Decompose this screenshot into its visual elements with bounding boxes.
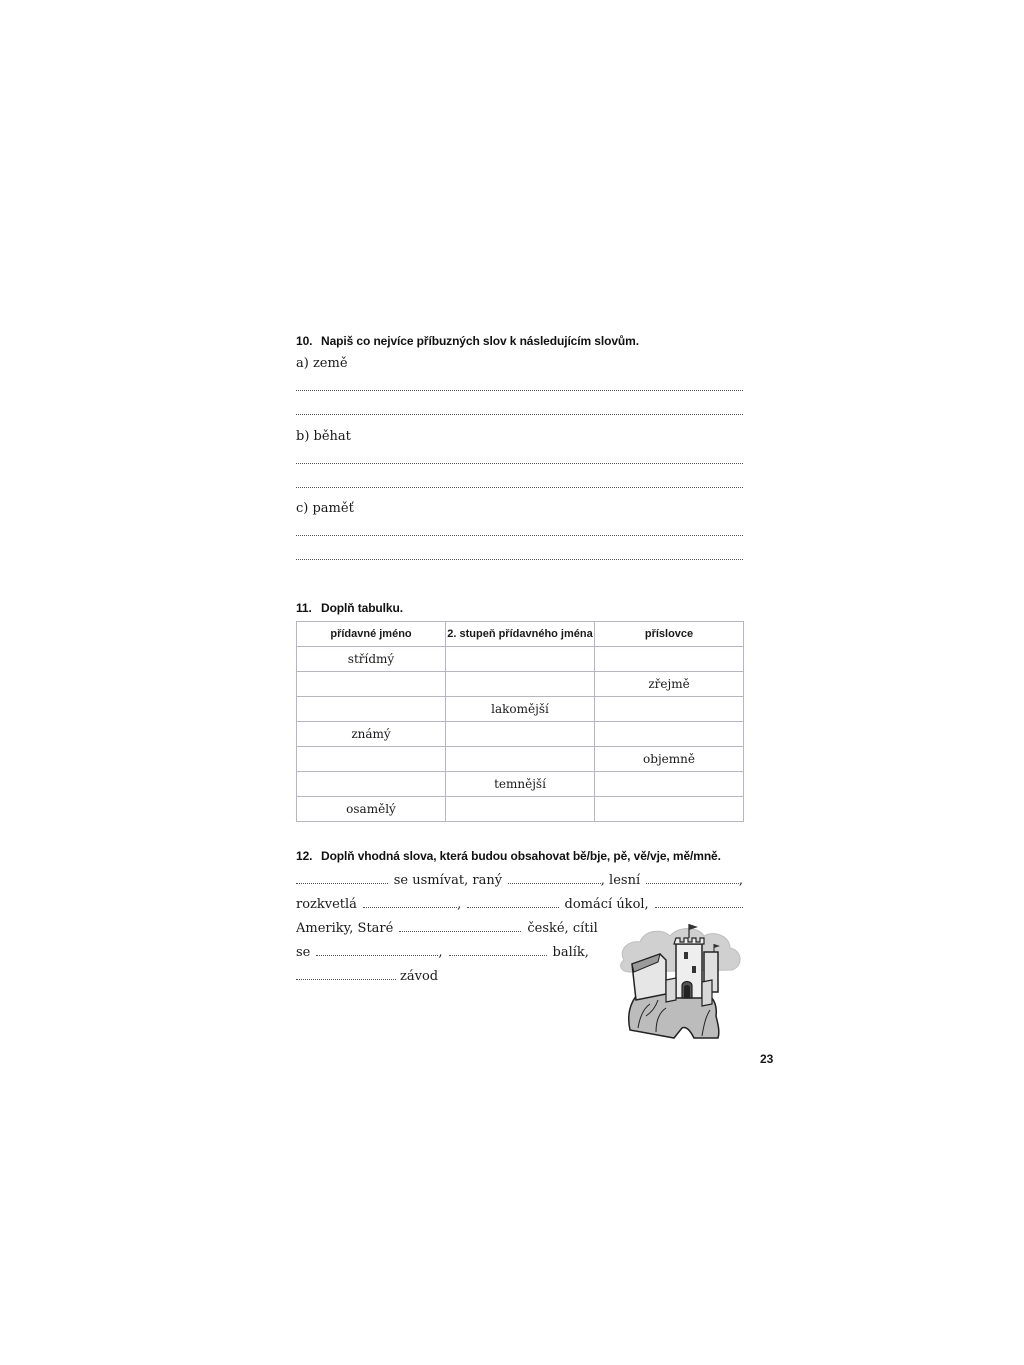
table-row xyxy=(297,647,744,672)
task-10-title xyxy=(296,334,639,348)
table-cell: objemně xyxy=(595,747,744,772)
table-cell: známý xyxy=(297,722,446,747)
task-10-item-c-label: c) paměť xyxy=(296,501,354,516)
header-comparative: 2. stupeň přídavného jména xyxy=(446,622,595,647)
task-11-title xyxy=(296,601,403,615)
table-cell[interactable] xyxy=(595,797,744,822)
table-cell: lakomější xyxy=(446,697,595,722)
fill-text: se xyxy=(296,945,311,960)
table-cell[interactable] xyxy=(297,747,446,772)
fill-text: balík, xyxy=(552,945,589,960)
fill-text: , xyxy=(457,897,462,912)
table-cell[interactable] xyxy=(595,647,744,672)
blank[interactable] xyxy=(363,907,457,908)
table-cell: temnější xyxy=(446,772,595,797)
task-11-text: Doplň tabulku. xyxy=(321,601,403,615)
fill-line-2 xyxy=(296,888,743,912)
blank[interactable] xyxy=(316,955,438,956)
table-row xyxy=(297,797,744,822)
answer-line[interactable] xyxy=(296,390,743,391)
answer-line[interactable] xyxy=(296,463,743,464)
fill-text: domácí úkol, xyxy=(564,897,649,912)
table-row xyxy=(297,697,744,722)
fill-text: závod xyxy=(400,969,439,984)
answer-line[interactable] xyxy=(296,487,743,488)
answer-line[interactable] xyxy=(296,414,743,415)
table-cell[interactable] xyxy=(595,697,744,722)
answer-line[interactable] xyxy=(296,535,743,536)
blank[interactable] xyxy=(296,883,388,884)
task-10-number: 10. xyxy=(296,334,313,348)
page-number: 23 xyxy=(760,1052,774,1066)
blank[interactable] xyxy=(655,907,743,908)
fill-line-1 xyxy=(296,864,743,888)
blank[interactable] xyxy=(508,883,601,884)
table-row xyxy=(297,747,744,772)
task-10-item-a-label: a) země xyxy=(296,356,348,371)
table-cell[interactable] xyxy=(446,797,595,822)
table-header-row xyxy=(297,622,744,647)
table-cell[interactable] xyxy=(297,672,446,697)
table-cell[interactable] xyxy=(446,647,595,672)
table-cell[interactable] xyxy=(297,697,446,722)
header-adverb: příslovce xyxy=(595,622,744,647)
fill-text: , xyxy=(438,945,443,960)
table-cell[interactable] xyxy=(446,747,595,772)
task-12-number: 12. xyxy=(296,849,313,863)
table-row xyxy=(297,722,744,747)
task-10-text: Napiš co nejvíce příbuzných slov k následujícím slovům. xyxy=(321,334,639,348)
fill-text: se usmívat, raný xyxy=(393,873,503,888)
task-10-item-b-label: b) běhat xyxy=(296,429,351,444)
task-12-text: Doplň vhodná slova, která budou obsahovat bě/bje, pě, vě/vje, mě/mně. xyxy=(321,849,721,863)
blank[interactable] xyxy=(646,883,739,884)
blank[interactable] xyxy=(467,907,558,908)
table-cell: střídmý xyxy=(297,647,446,672)
castle-illustration-icon xyxy=(610,920,750,1045)
fill-text: , xyxy=(738,873,743,888)
blank[interactable] xyxy=(449,955,547,956)
fill-text: české, cítil xyxy=(527,921,598,936)
table-cell[interactable] xyxy=(297,772,446,797)
table-cell: zřejmě xyxy=(595,672,744,697)
fill-text: , lesní xyxy=(600,873,641,888)
table-row xyxy=(297,772,744,797)
table-cell[interactable] xyxy=(446,672,595,697)
table-cell[interactable] xyxy=(595,772,744,797)
fill-text: Ameriky, Staré xyxy=(296,921,394,936)
table-cell: osamělý xyxy=(297,797,446,822)
blank[interactable] xyxy=(296,979,396,980)
task-11-number: 11. xyxy=(296,601,312,615)
task-12-title xyxy=(296,849,721,863)
table-cell[interactable] xyxy=(595,722,744,747)
blank[interactable] xyxy=(399,931,521,932)
answer-line[interactable] xyxy=(296,559,743,560)
table-row xyxy=(297,672,744,697)
fill-text: rozkvetlá xyxy=(296,897,357,912)
header-adjective: přídavné jméno xyxy=(297,622,446,647)
adjective-table xyxy=(296,621,744,822)
table-cell[interactable] xyxy=(446,722,595,747)
